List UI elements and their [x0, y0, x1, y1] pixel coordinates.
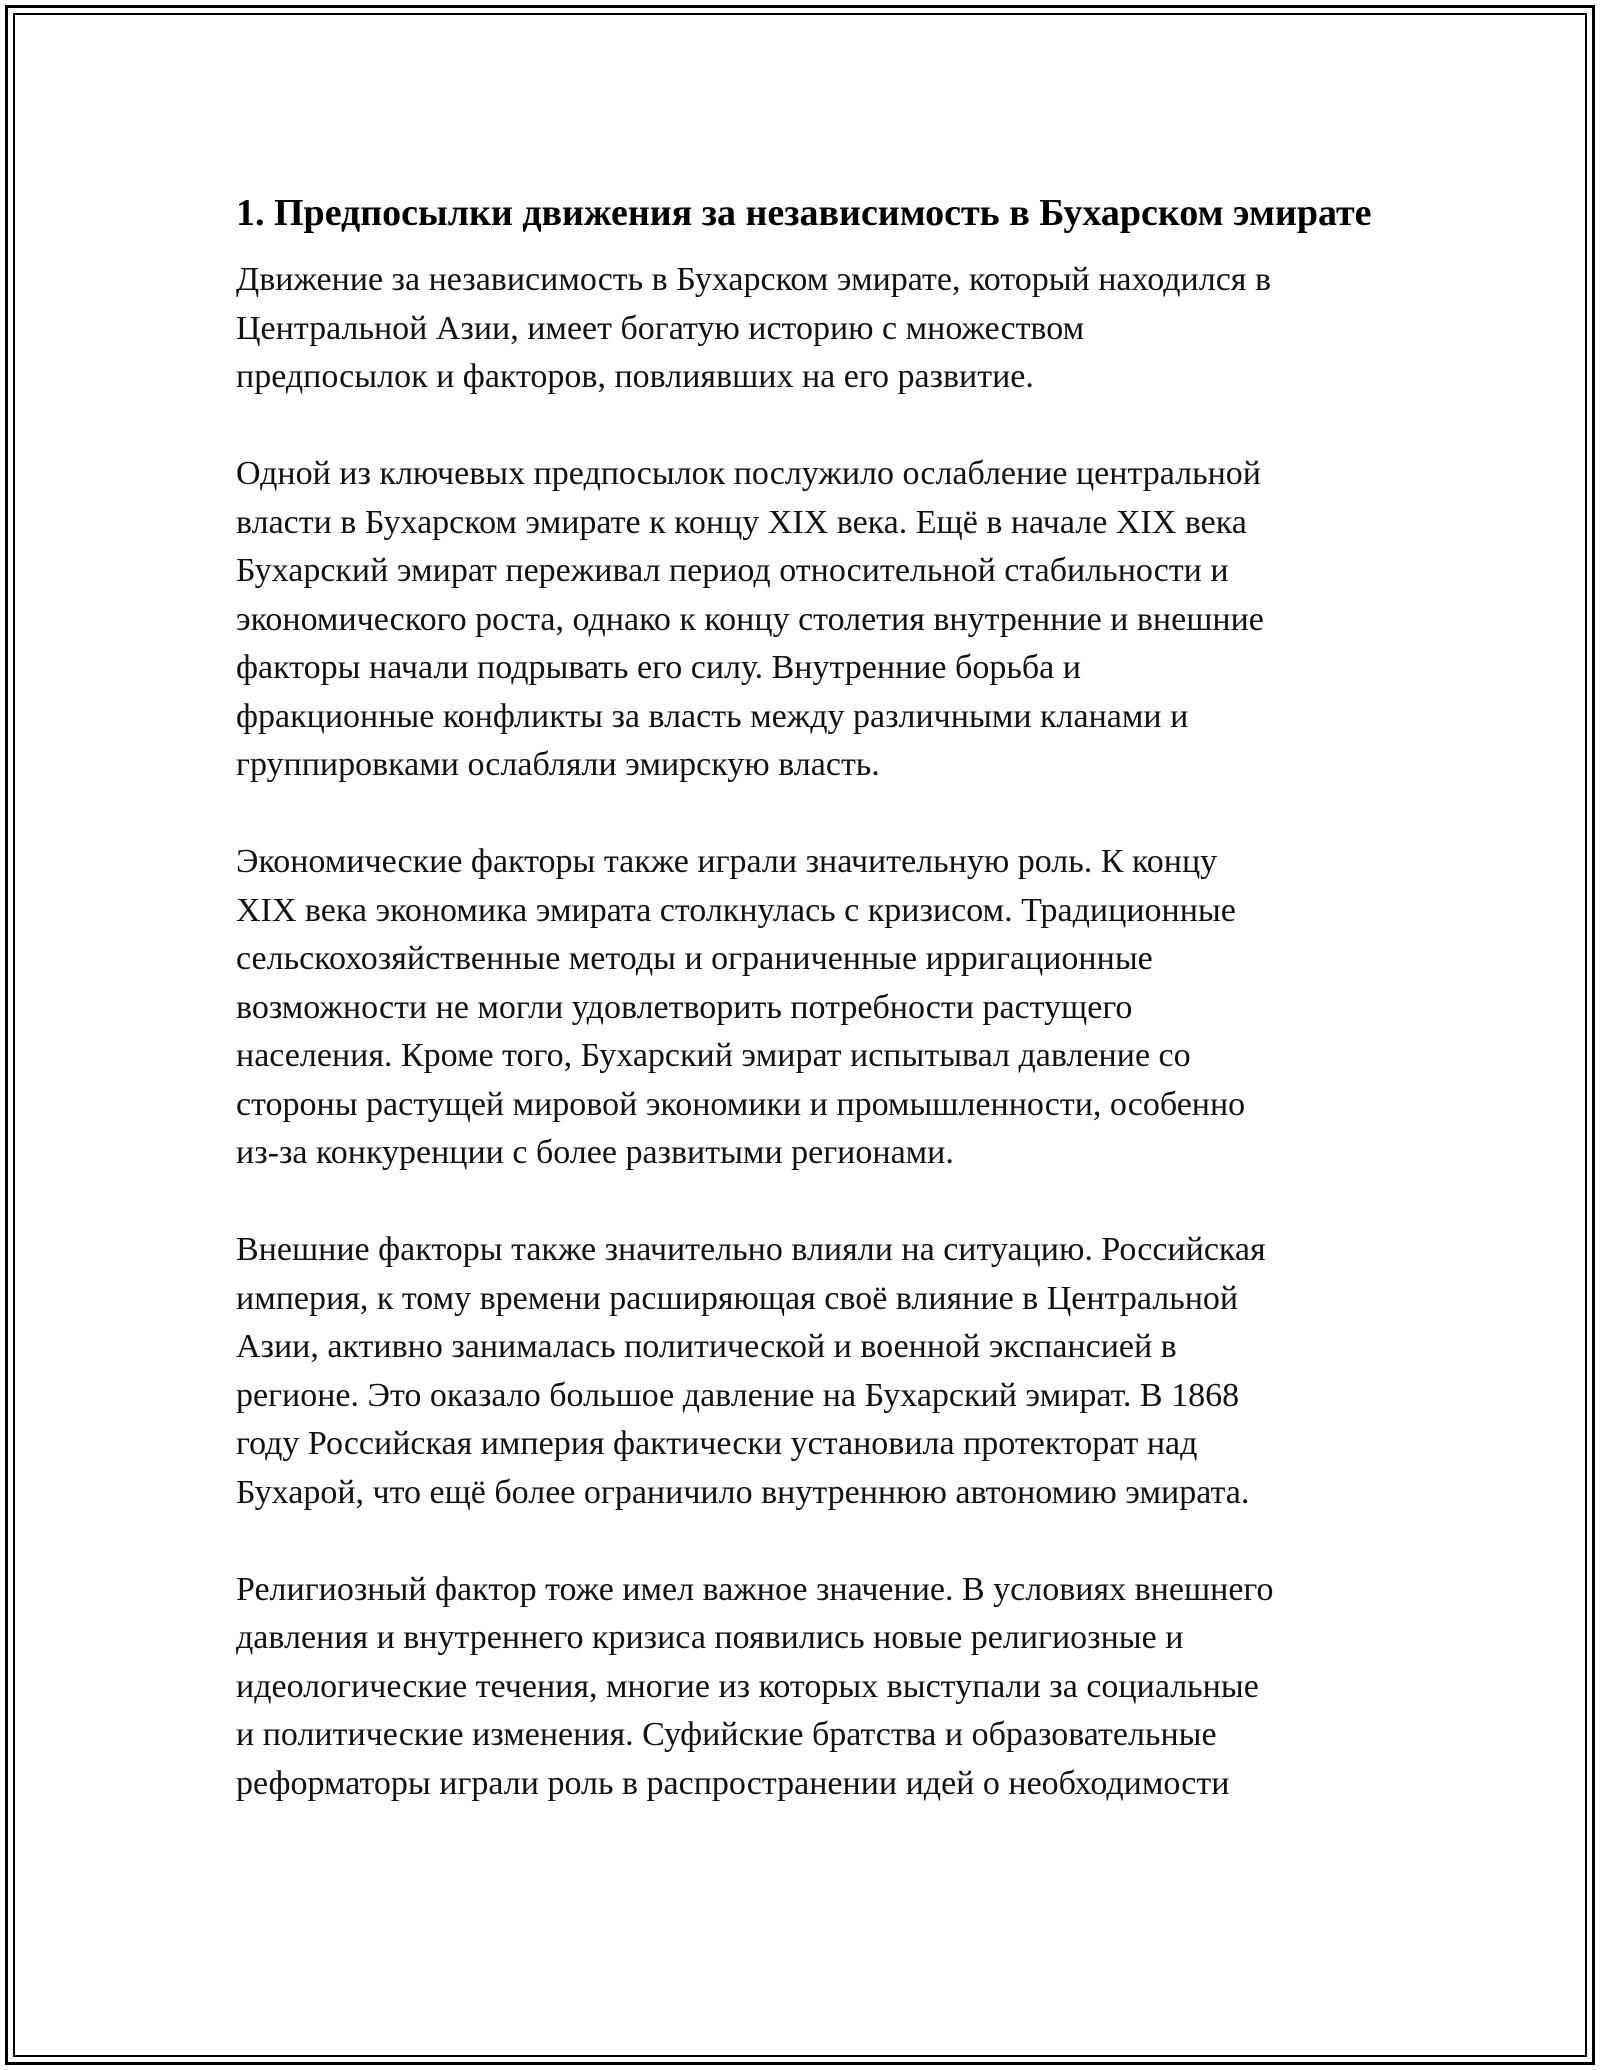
paragraph-intro: Движение за независимость в Бухарском эмирате, который находился в Центральной Азии, имеет богатую историю с множеством предпосылок и факторов, повлиявших на его развитие. — [236, 261, 1271, 395]
paragraph-central-power: Одной из ключевых предпосылок послужило ослабление центральной власти в Бухарском эмирате к концу XIX века. Ещё в начале XIX века Бухарский эмират переживал период относительной стабильности и экономического роста, однако к концу столетия внутренние и внешние факторы начали подрывать его силу. Внутренние борьба и фракционные конфликты за власть между различными кланами и группировками ослабляли эмирскую власть. — [236, 455, 1264, 783]
section-heading: 1. Предпосылки движения за независимость в Бухарском эмирате — [236, 192, 1372, 234]
paragraph-economic-factors: Экономические факторы также играли значительную роль. К концу XIX века экономика эмирата столкнулась с кризисом. Традиционные сельскохозяйственные методы и ограниченные ирригационные возможности не могли удовлетворить потребности растущего населения. Кроме того, Бухарский эмират испытывал давление со стороны растущей мировой экономики и промышленности, особенно из-за конкуренции с более развитыми регионами. — [236, 843, 1246, 1171]
paragraph-external-factors: Внешние факторы также значительно влияли на ситуацию. Российская империя, к тому времени расширяющая своё влияние в Центральной Азии, активно занималась политической и военной экспансией в регионе. Это оказало большое давление на Бухарский эмират. В 1868 году Российская империя фактически установила протекторат над Бухарой, что ещё более ограничило внутреннюю автономию эмирата. — [236, 1231, 1266, 1511]
paragraph-religious-factor: Религиозный фактор тоже имел важное значение. В условиях внешнего давления и внутреннего кризиса появились новые религиозные и идеологические течения, многие из которых выступали за социальные и политические изменения. Суфийские братства и образовательные реформаторы играли роль в распространении идей о необходимости — [236, 1570, 1274, 1802]
document-body — [236, 185, 1376, 1808]
